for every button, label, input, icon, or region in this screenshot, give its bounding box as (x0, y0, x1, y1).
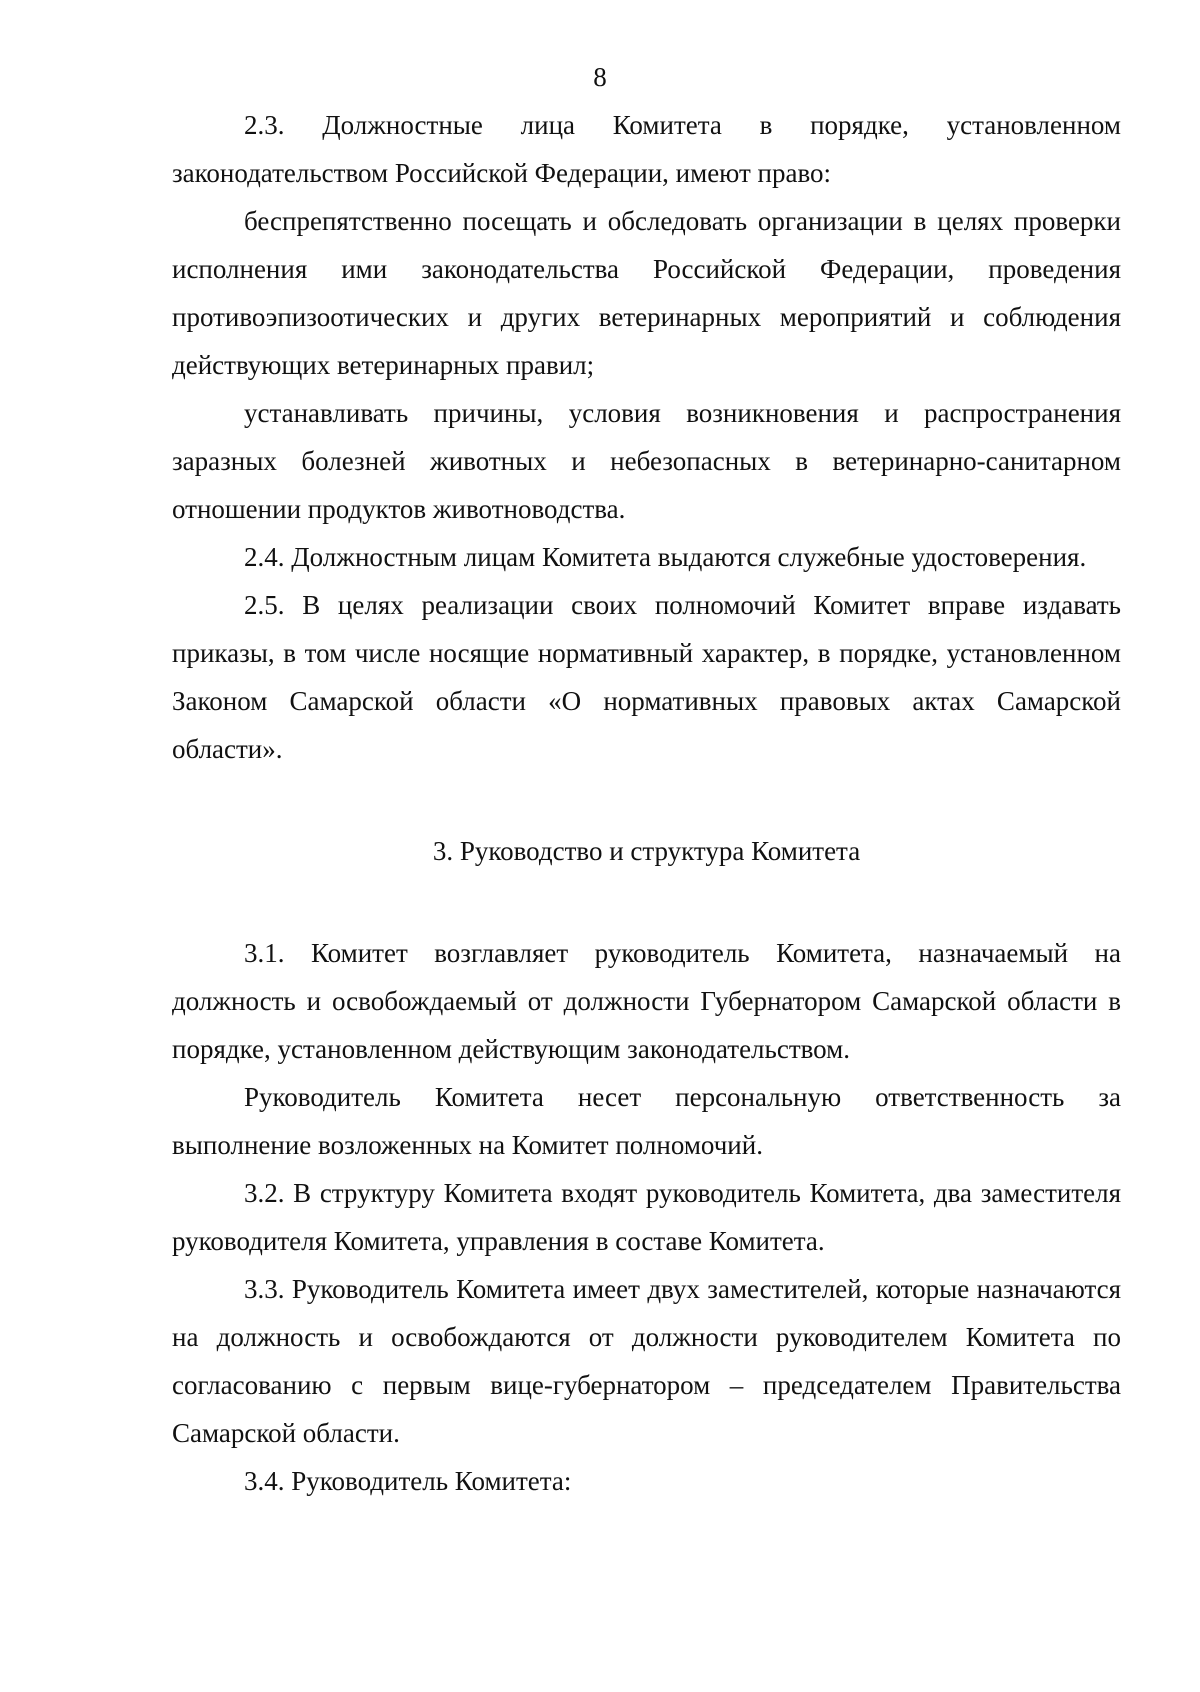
page-number: 8 (593, 62, 607, 92)
paragraph-3-4: 3.4. Руководитель Комитета: (244, 1466, 572, 1496)
section-spacer-top (172, 773, 1121, 827)
paragraph-3-3: 3.3. Руководитель Комитета имеет двух заместителей, которые назначаются на должность и освобождаются от должности руководителем Комитета по согласованию с первым вице-губернатором – председателем Правительства Самарской области. (172, 1274, 1121, 1448)
paragraph-2-4: 2.4. Должностным лицам Комитета выдаются служебные удостоверения. (244, 542, 1087, 572)
section-spacer-bottom (172, 875, 1121, 929)
paragraph-2-3: 2.3. Должностные лица Комитета в порядке, установленном законодательством Российской Федерации, имеют право: (172, 110, 1121, 188)
document-body (172, 101, 1121, 1505)
paragraph-right-inspect: беспрепятственно посещать и обследовать организации в целях проверки исполнения ими законодательства Российской Федерации, проведения противоэпизоотических и других ветеринарных мероприятий и соблюдения действующих ветеринарных правил; (172, 206, 1121, 380)
section-title: 3. Руководство и структура Комитета (432, 836, 861, 866)
paragraph-3-1: 3.1. Комитет возглавляет руководитель Комитета, назначаемый на должность и освобождаемый от должности Губернатором Самарской области в порядке, установленном действующим законодательством. (172, 938, 1121, 1064)
paragraph-head-responsibility: Руководитель Комитета несет персональную ответственность за выполнение возложенных на Комитет полномочий. (172, 1082, 1121, 1160)
paragraph-3-2: 3.2. В структуру Комитета входят руководитель Комитета, два заместителя руководителя Комитета, управления в составе Комитета. (172, 1178, 1121, 1256)
paragraph-right-establish: устанавливать причины, условия возникновения и распространения заразных болезней животных и небезопасных в ветеринарно-санитарном отношении продуктов животноводства. (172, 398, 1121, 524)
paragraph-2-5: 2.5. В целях реализации своих полномочий Комитет вправе издавать приказы, в том числе носящие нормативный характер, в порядке, установленном Законом Самарской области «О нормативных правовых актах Самарской области». (172, 590, 1121, 764)
